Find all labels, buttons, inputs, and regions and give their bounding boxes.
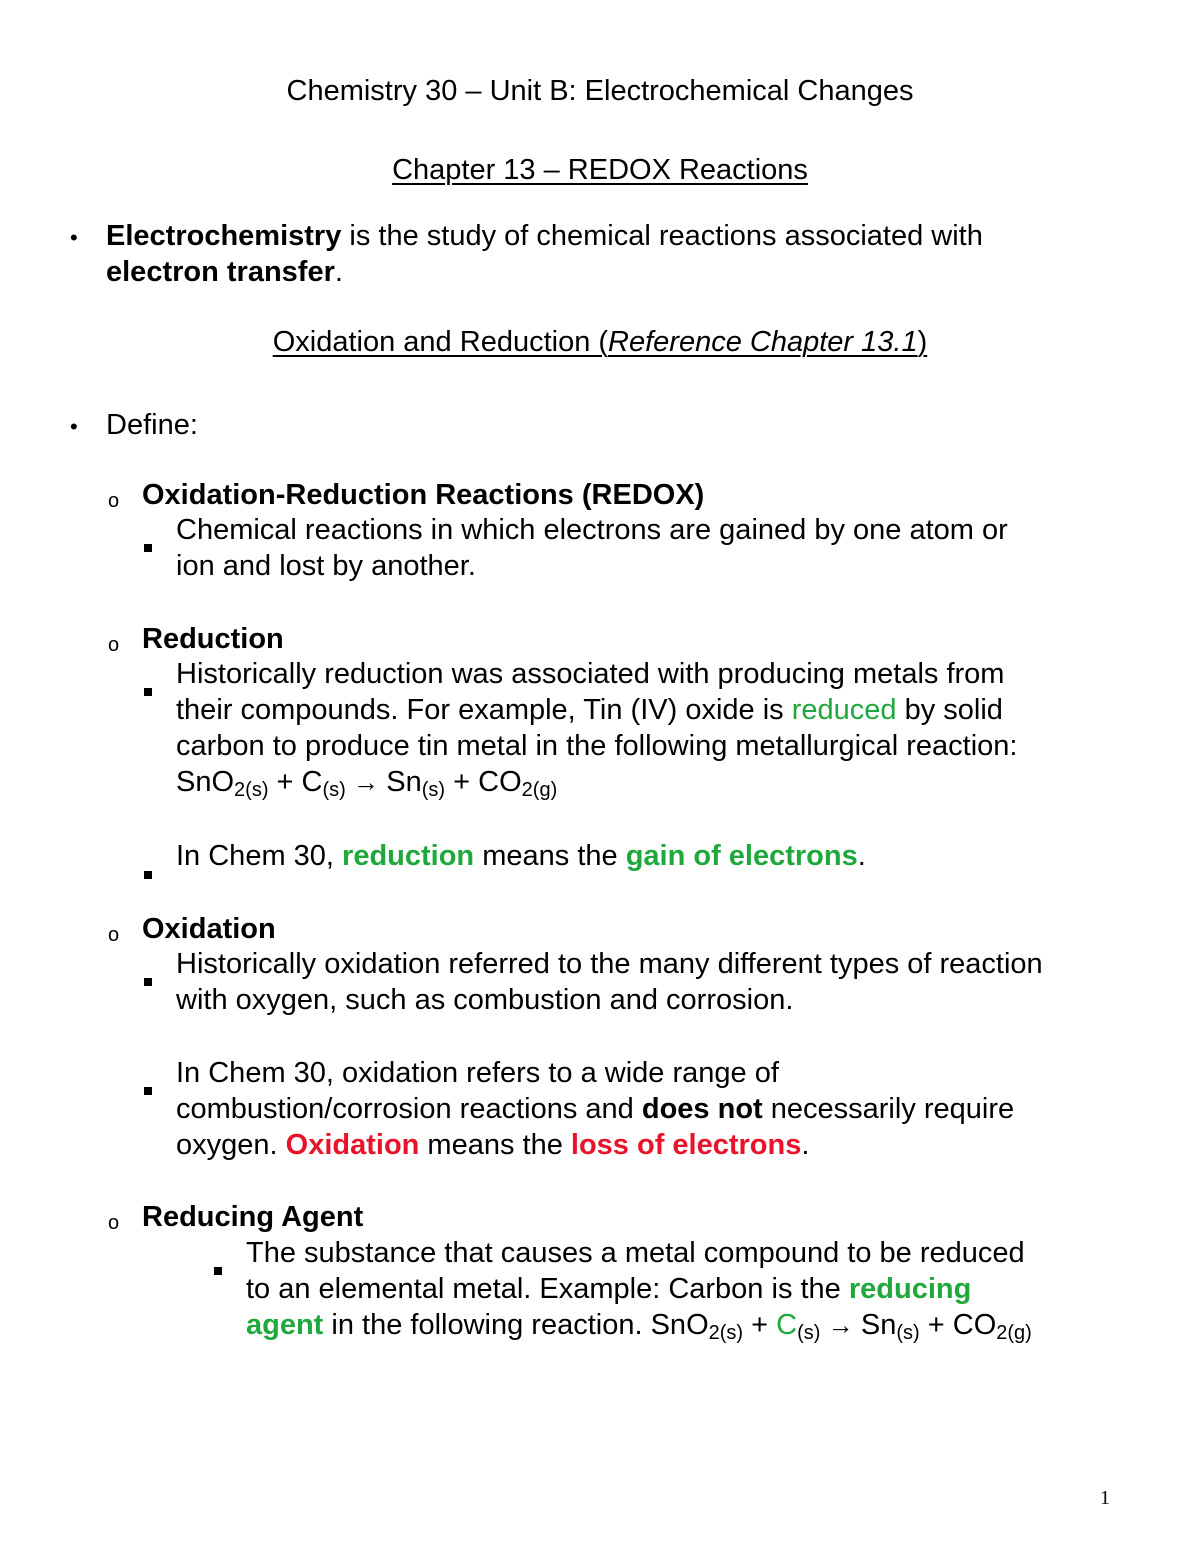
reducing-agent-title: Reducing Agent bbox=[142, 1201, 364, 1233]
reduction-line-1: Historically reduction was associated with producing metals from bbox=[176, 658, 1005, 690]
gain-of-electrons-term: gain of electrons bbox=[625, 840, 858, 872]
reduction-title: Reduction bbox=[142, 623, 284, 655]
reducing-agent-line-2a: to an elemental metal. Example: Carbon is the bbox=[246, 1273, 849, 1305]
oxidation-history-line-2: with oxygen, such as combustion and corrosion. bbox=[176, 984, 794, 1016]
oxidation-title: Oxidation bbox=[142, 913, 276, 945]
intro-end: . bbox=[334, 256, 343, 288]
reducing-agent-line-3a: in the following reaction. bbox=[323, 1309, 651, 1341]
section-heading-text bbox=[273, 326, 928, 358]
oxidation-c30-line-3a: oxygen. bbox=[176, 1129, 286, 1161]
document-title: Chemistry 30 – Unit B: Electrochemical Changes bbox=[286, 75, 914, 107]
redox-line-1: Chemical reactions in which electrons are gained by one atom or bbox=[176, 514, 1008, 546]
reducing-agent-equation: $SnO_{2(s)} + C_{(s)} \to Sn_{(s)} + CO_{2(g)}$ bbox=[650, 1309, 1032, 1344]
heading-main: Oxidation and Reduction ( bbox=[272, 326, 609, 358]
bullet-icon: • bbox=[70, 414, 78, 439]
redox-title: Oxidation-Reduction Reactions (REDOX) bbox=[142, 479, 705, 511]
reduction-line-3: carbon to produce tin metal in the following metallurgical reaction: bbox=[176, 730, 1018, 762]
reducing-agent-definition bbox=[246, 1235, 1186, 1343]
oxidation-chem30 bbox=[176, 1055, 1176, 1163]
oxidation-c30-line-3b: means the bbox=[419, 1129, 571, 1161]
square-bullet-icon bbox=[144, 959, 152, 995]
section-heading bbox=[0, 324, 1200, 360]
reduction-history bbox=[176, 656, 1176, 800]
intro-paragraph bbox=[106, 218, 1146, 290]
reducing-term: reducing bbox=[848, 1273, 972, 1305]
square-bullet-icon bbox=[144, 525, 152, 561]
circle-bullet-icon: o bbox=[108, 634, 120, 656]
c30-text-a: In Chem 30, bbox=[176, 840, 343, 872]
reduction-equation: $SnO_{2(s)} + C_{(s)} \to Sn_{(s)} + CO_{2(g)}$ bbox=[176, 766, 558, 801]
redox-line-2: ion and lost by another. bbox=[176, 550, 476, 582]
c30-text-b: means the bbox=[474, 840, 626, 872]
c30-end: . bbox=[857, 840, 866, 872]
reduction-chem30 bbox=[176, 838, 866, 874]
arrow-icon: → bbox=[820, 1310, 861, 1340]
oxidation-c30-line-2b: necessarily require bbox=[762, 1093, 1015, 1125]
arrow-icon: → bbox=[345, 767, 387, 797]
heading-close: ) bbox=[917, 326, 928, 358]
heading-reference: Reference Chapter 13.1 bbox=[608, 326, 918, 358]
oxidation-term: Oxidation bbox=[285, 1129, 420, 1161]
reduction-term: reduction bbox=[342, 840, 475, 872]
oxidation-c30-line-2a: combustion/corrosion reactions and bbox=[176, 1093, 642, 1125]
term-electron-transfer: electron transfer bbox=[106, 256, 335, 288]
bullet-icon: • bbox=[70, 225, 78, 250]
redox-definition bbox=[176, 512, 1136, 584]
loss-of-electrons-term: loss of electrons bbox=[570, 1129, 802, 1161]
reducing-agent-line-1: The substance that causes a metal compound to be reduced bbox=[246, 1237, 1025, 1269]
square-bullet-icon bbox=[144, 669, 152, 705]
intro-text: is the study of chemical reactions associated with bbox=[341, 220, 983, 252]
square-bullet-icon bbox=[144, 1068, 152, 1104]
square-bullet-icon bbox=[144, 852, 152, 888]
does-not-term: does not bbox=[641, 1093, 763, 1125]
circle-bullet-icon: o bbox=[108, 490, 120, 512]
page-number: 1 bbox=[1100, 1487, 1110, 1509]
circle-bullet-icon: o bbox=[108, 1212, 120, 1234]
term-electrochemistry: Electrochemistry bbox=[106, 220, 342, 252]
agent-term: agent bbox=[246, 1309, 324, 1341]
oxidation-history-line-1: Historically oxidation referred to the many different types of reaction bbox=[176, 948, 1043, 980]
reduction-line-2b: by solid bbox=[896, 694, 1003, 726]
chapter-title-text: Chapter 13 – REDOX Reactions bbox=[392, 154, 808, 186]
reduction-line-2a: their compounds. For example, Tin (IV) oxide is bbox=[176, 694, 792, 726]
define-label: Define: bbox=[106, 409, 198, 441]
reduced-word: reduced bbox=[791, 694, 897, 726]
circle-bullet-icon: o bbox=[108, 924, 120, 946]
square-bullet-icon bbox=[214, 1248, 222, 1284]
chapter-title bbox=[0, 152, 1200, 188]
oxidation-c30-end: . bbox=[801, 1129, 810, 1161]
oxidation-history bbox=[176, 946, 1186, 1018]
oxidation-c30-line-1: In Chem 30, oxidation refers to a wide range of bbox=[176, 1057, 779, 1089]
